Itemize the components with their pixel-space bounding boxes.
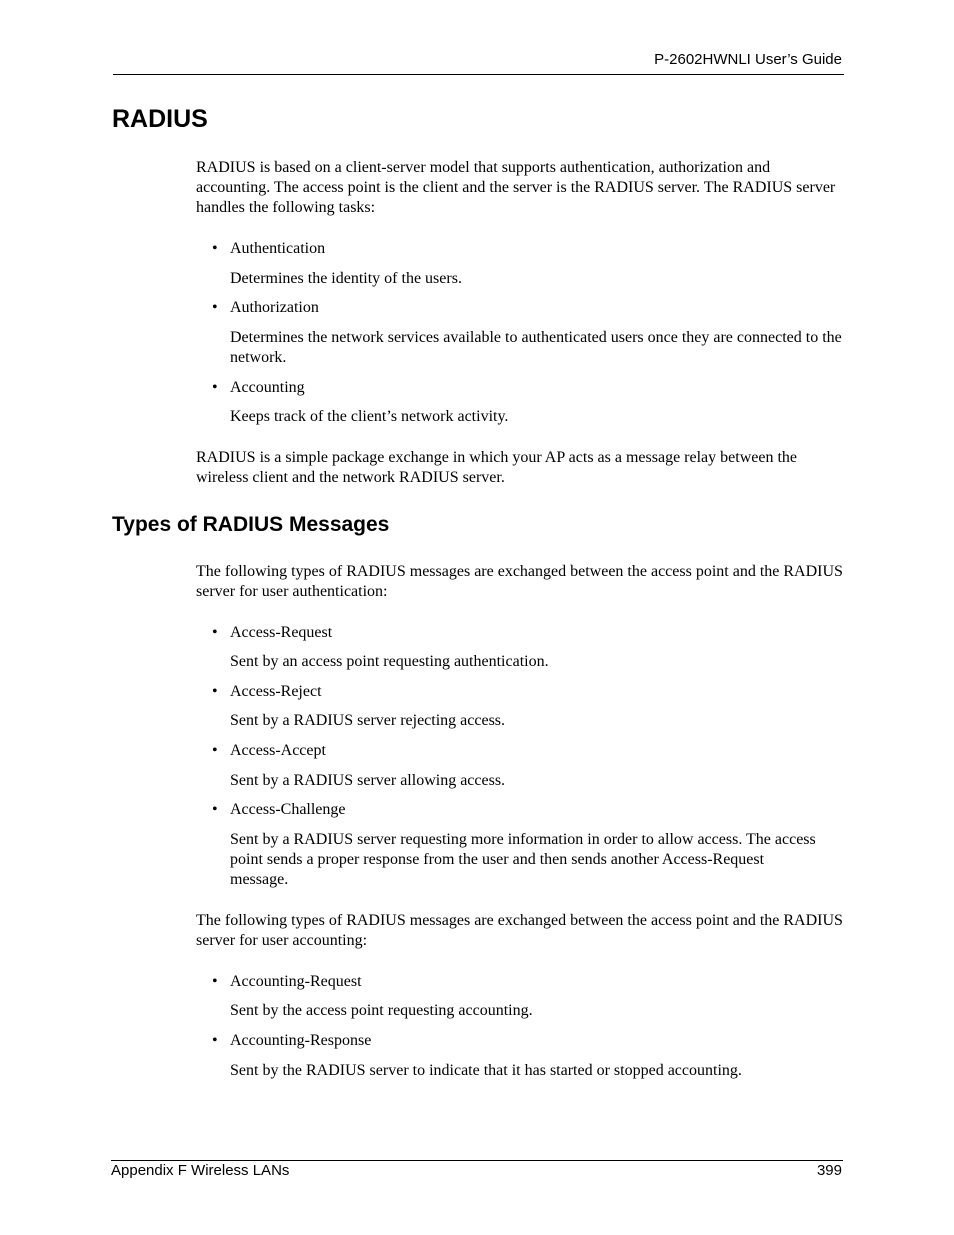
auth-intro-paragraph: The following types of RADIUS messages are exchanged between the access point and the RADIUS server for user authentication: — [196, 563, 843, 600]
list-item — [212, 800, 346, 820]
bullet-icon: • — [212, 801, 218, 818]
list-item-description: Sent by a RADIUS server requesting more information in order to allow access. The access point sends a proper response from the user and then sends another Access-Request message. — [230, 831, 816, 888]
list-item-term: Accounting — [230, 379, 305, 396]
list-item — [212, 741, 326, 761]
list-item-description: Keeps track of the client’s network activity. — [230, 408, 509, 425]
list-item — [212, 298, 319, 318]
bullet-icon: • — [212, 299, 218, 316]
list-item-description: Sent by an access point requesting authentication. — [230, 653, 549, 670]
section-heading-radius: RADIUS — [112, 105, 208, 133]
list-item-term: Authentication — [230, 240, 326, 257]
bullet-icon: • — [212, 973, 218, 990]
list-item-description: Sent by the access point requesting accounting. — [230, 1002, 533, 1019]
list-item-description: Sent by the RADIUS server to indicate that it has started or stopped accounting. — [230, 1062, 742, 1079]
list-item-description: Sent by a RADIUS server allowing access. — [230, 772, 506, 789]
radius-summary-paragraph: RADIUS is a simple package exchange in which your AP acts as a message relay between the wireless client and the network RADIUS server. — [196, 449, 797, 486]
list-item-description: Sent by a RADIUS server rejecting access. — [230, 712, 506, 729]
bullet-icon: • — [212, 683, 218, 700]
bullet-icon: • — [212, 240, 218, 257]
list-item-term: Access-Reject — [230, 683, 322, 700]
list-item — [212, 1031, 371, 1051]
list-item-term: Accounting-Request — [230, 973, 362, 990]
bullet-icon: • — [212, 1032, 218, 1049]
header-divider — [113, 74, 844, 75]
list-item-term: Authorization — [230, 299, 319, 316]
radius-intro-paragraph: RADIUS is based on a client-server model that supports authentication, authorization and accounting. The access point is the client and the server is the RADIUS server. The RADIUS server handles the following tasks: — [196, 159, 836, 216]
list-item — [212, 682, 322, 702]
list-item-term: Access-Accept — [230, 742, 326, 759]
list-item-term: Access-Request — [230, 624, 333, 641]
list-item-term: Accounting-Response — [230, 1032, 372, 1049]
section-heading-types: Types of RADIUS Messages — [112, 513, 390, 536]
list-item-description: Determines the identity of the users. — [230, 270, 462, 287]
list-item — [212, 239, 325, 259]
list-item — [212, 378, 305, 398]
bullet-icon: • — [212, 379, 218, 396]
footer-divider — [111, 1160, 843, 1161]
list-item — [212, 623, 332, 643]
page-number: 399 — [816, 1162, 842, 1179]
list-item-description: Determines the network services available to authenticated users once they are connected to the network. — [230, 329, 842, 366]
footer-chapter: Appendix F Wireless LANs — [111, 1162, 290, 1179]
list-item-term: Access-Challenge — [230, 801, 346, 818]
acct-intro-paragraph: The following types of RADIUS messages are exchanged between the access point and the RADIUS server for user accounting: — [196, 912, 843, 949]
running-header: P-2602HWNLI User’s Guide — [654, 51, 842, 68]
list-item — [212, 972, 362, 992]
bullet-icon: • — [212, 742, 218, 759]
bullet-icon: • — [212, 624, 218, 641]
